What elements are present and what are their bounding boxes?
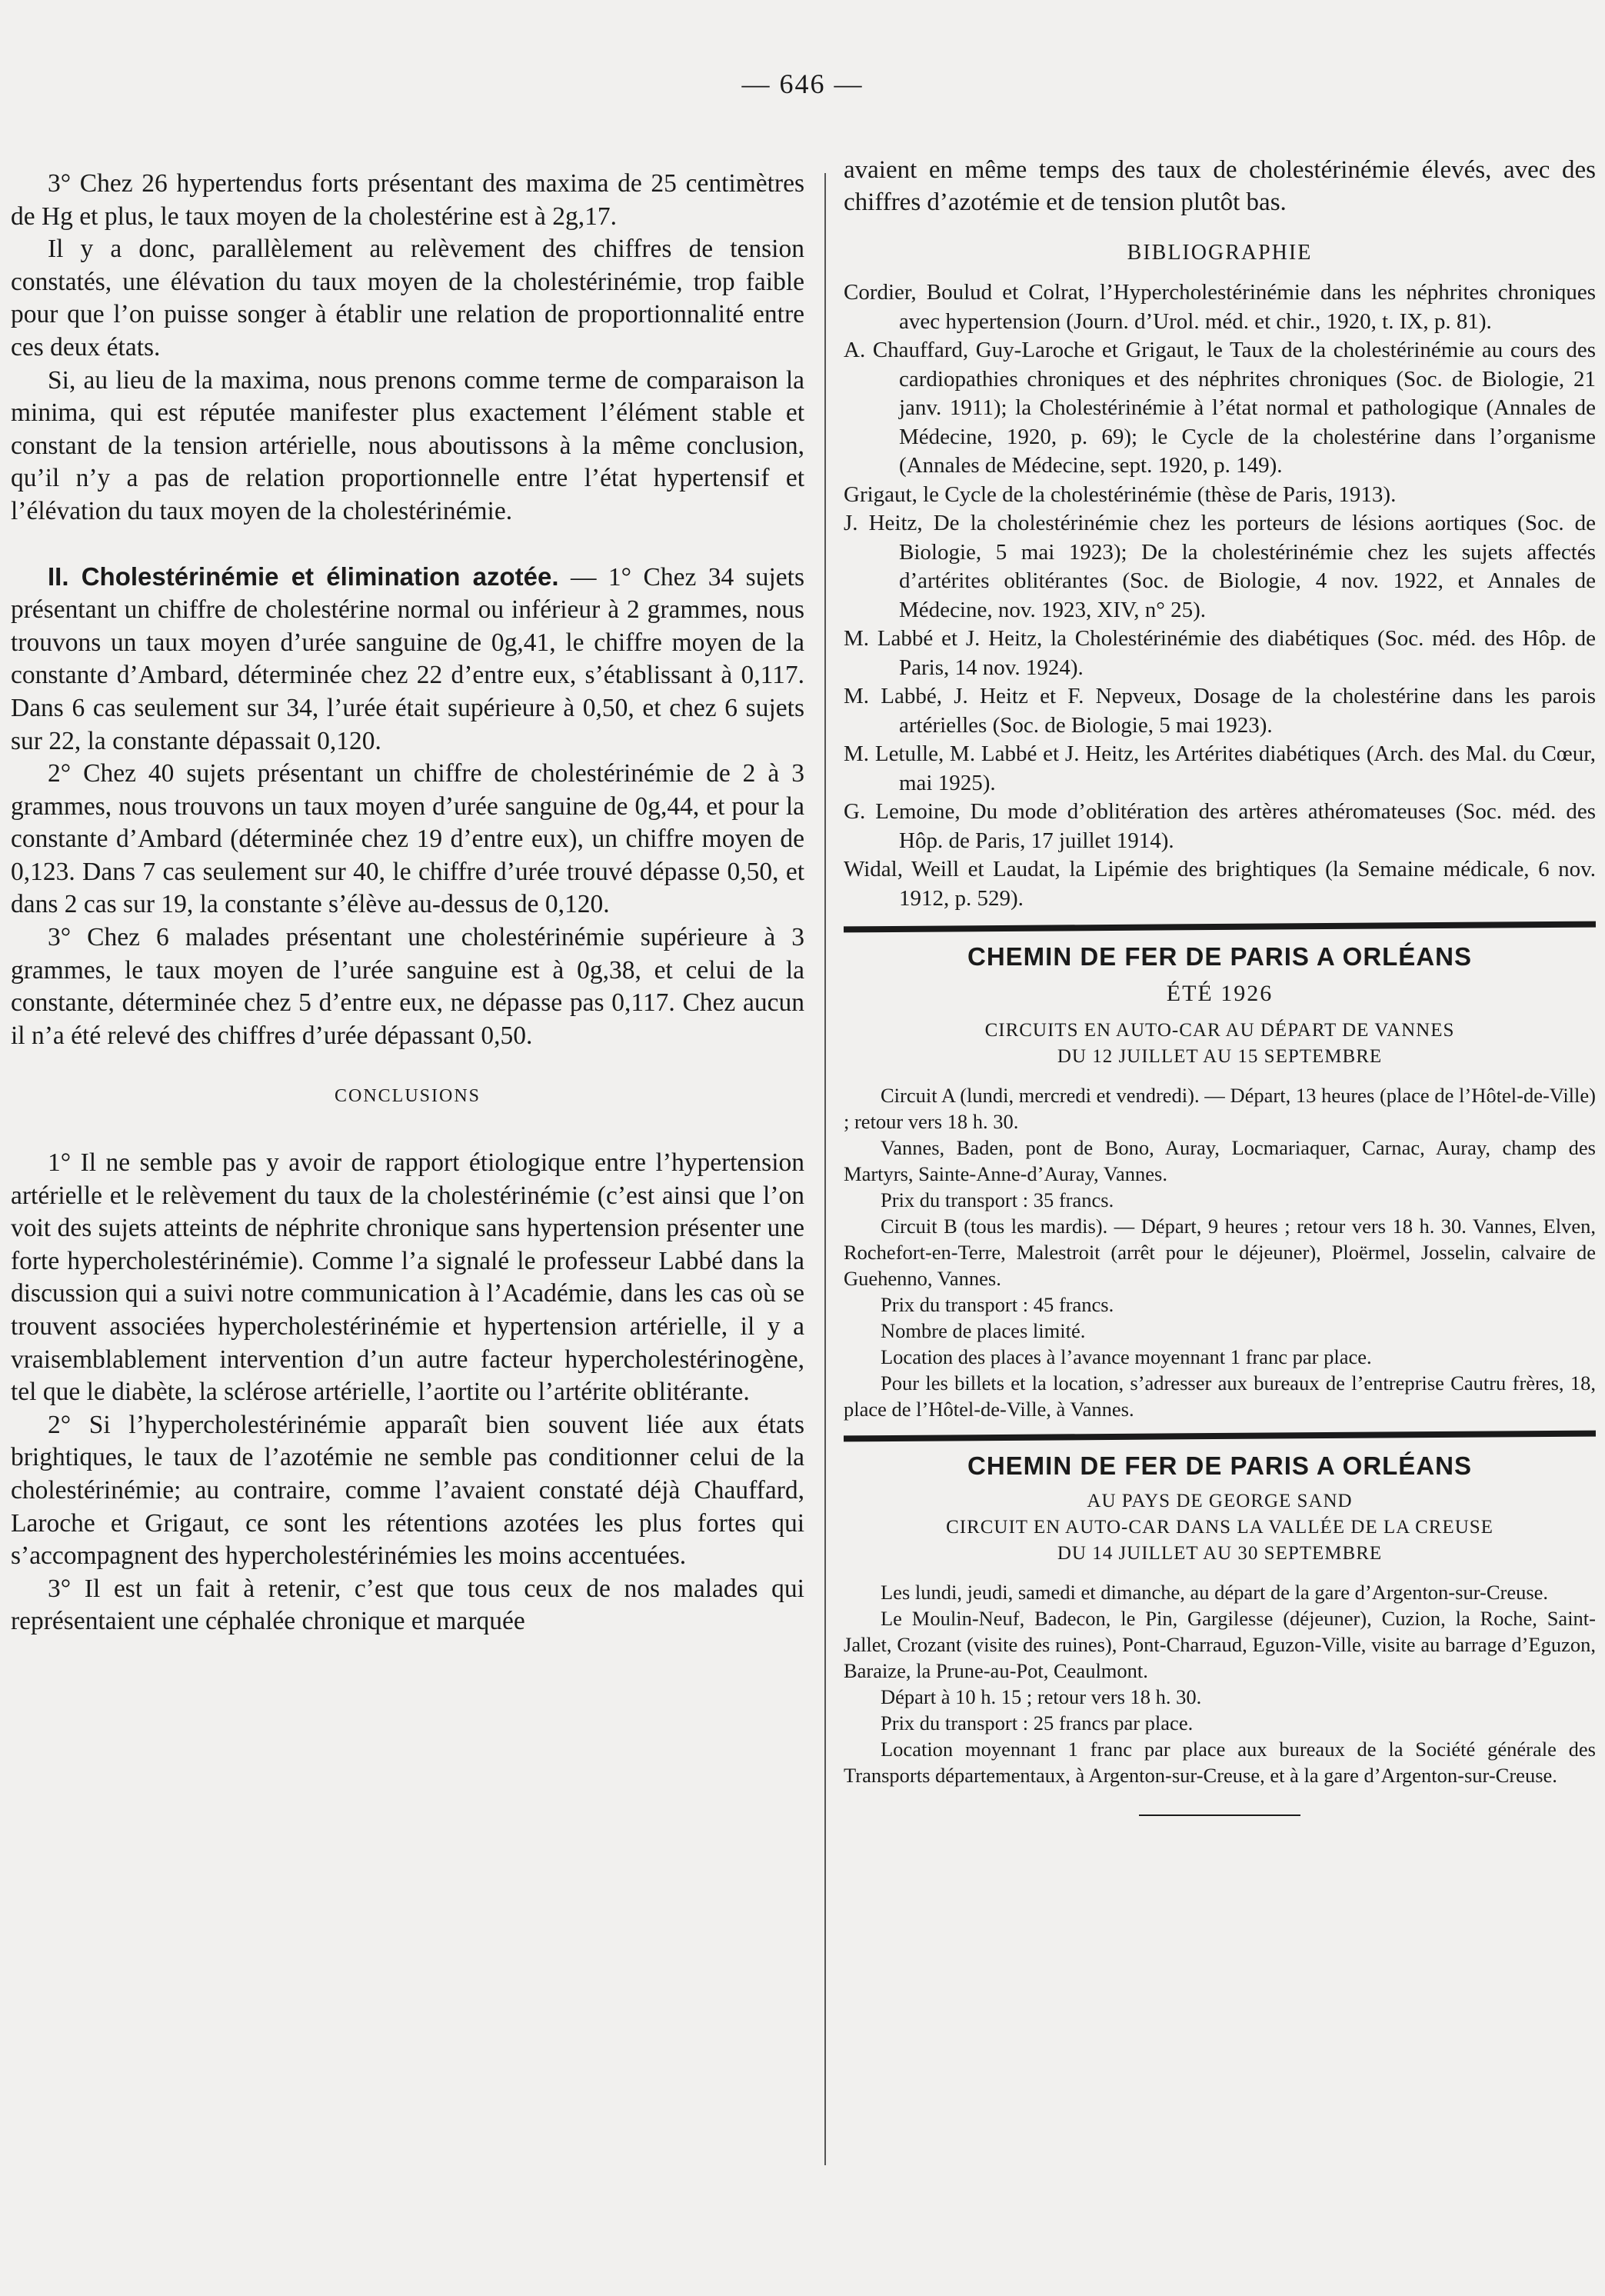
ad-line: Circuit A (lundi, mercredi et vendredi). — Départ, 13 heures (place de l’Hôtel-de-Ville) ; retour vers 18 h. 30. xyxy=(844,1084,1596,1133)
advertisement-subtitle: CIRCUIT EN AUTO-CAR DANS LA VALLÉE DE LA CREUSE xyxy=(946,1517,1493,1538)
advertisement-subtitle: AU PAYS DE GEORGE SAND xyxy=(1087,1491,1353,1511)
bibliography-entry: Widal, Weill et Laudat, la Lipémie des brightiques (la Semaine médicale, 6 nov. 1912, p. 529). xyxy=(844,857,1596,911)
ad-line: Prix du transport : 25 francs par place. xyxy=(881,1711,1194,1734)
bibliography-entry: M. Letulle, M. Labbé et J. Heitz, les Artérites diabétiques (Arch. des Mal. du Cœur, mai 1925). xyxy=(844,741,1596,795)
end-rule xyxy=(1139,1814,1300,1816)
paragraph: 1° Il ne semble pas y avoir de rapport étiologique entre l’hypertension artérielle et le relèvement du taux de la cholestérinémie (c’est ainsi que l’on voit des sujets atteints de néphrite chronique sans hypertension présenter une forte hypercholestérinémie). Comme l’a signalé le professeur Labbé dans la discussion qui a suivi notre communication à l’Académie, dans les cas où se trouvent associées hypercholestérinémie et hypertension artérielle, il y a vraisemblablement intervention d’un autre facteur hypercholestérinogène, tel que le diabète, la sclérose artérielle, l’aortite ou l’artérite oblitérante. xyxy=(11,1148,804,1407)
column-divider xyxy=(824,173,826,2165)
bibliography-entry: Cordier, Boulud et Colrat, l’Hypercholestérinémie dans les néphrites chroniques avec hypertension (Journ. d’Urol. méd. et chir., 1920, t. IX, p. 81). xyxy=(844,280,1596,334)
advertisement-vannes xyxy=(844,942,1596,1422)
right-column xyxy=(844,154,1596,1816)
advertisement-body xyxy=(844,1082,1596,1422)
ad-line: Location des places à l’avance moyennant 1 franc par place. xyxy=(881,1345,1372,1368)
paragraph: 2° Si l’hypercholestérinémie apparaît bien souvent liée aux états brightiques, le taux de l’azotémie ne semble pas conditionner celui de la cholestérinémie; au contraire, comme l’avaient constaté déjà Chauffard, Laroche et Grigaut, ce sont les rétentions azotées les plus fortes qui s’accompagnent des hypercholestérinémies les moins accentuées. xyxy=(11,1410,804,1571)
ad-line: Prix du transport : 35 francs. xyxy=(881,1188,1114,1211)
advertisement-title: CHEMIN DE FER DE PARIS A ORLÉANS xyxy=(967,942,1472,971)
paragraph: Si, au lieu de la maxima, nous prenons comme terme de comparaison la minima, qui est réputée manifester plus exactement l’élément stable et constant de la tension artérielle, nous aboutissons à la même conclusion, qu’il n’y a pas de relation proportionnelle entre l’état hypertensif et l’élévation du taux moyen de la cholestérinémie. xyxy=(11,365,804,525)
advertisement-dates: DU 14 JUILLET AU 30 SEPTEMBRE xyxy=(1057,1543,1383,1564)
ad-line: Les lundi, jeudi, samedi et dimanche, au départ de la gare d’Argenton-sur-Creuse. xyxy=(881,1581,1549,1604)
section-divider xyxy=(844,921,1596,933)
paragraph: 3° Il est un fait à retenir, c’est que tous ceux de nos malades qui représentaient une céphalée chronique et marquée xyxy=(11,1574,804,1636)
ad-line: Vannes, Baden, pont de Bono, Auray, Locmariaquer, Carnac, Auray, champ des Martyrs, Sainte-Anne-d’Auray, Vannes. xyxy=(844,1136,1596,1185)
page-number: — 646 — xyxy=(741,68,864,99)
advertisement-body xyxy=(844,1579,1596,1788)
advertisement-subtitle: CIRCUITS EN AUTO-CAR AU DÉPART DE VANNES xyxy=(984,1020,1455,1041)
paragraph: Il y a donc, parallèlement au relèvement des chiffres de tension constatés, une élévation du taux moyen de la cholestérinémie, trop faible pour que l’on puisse songer à établir une relation de proportionnalité entre ces deux états. xyxy=(11,235,804,362)
ad-line: Nombre de places limité. xyxy=(881,1319,1086,1342)
advertisement-dates: DU 12 JUILLET AU 15 SEPTEMBRE xyxy=(1057,1046,1383,1067)
ad-line: Prix du transport : 45 francs. xyxy=(881,1293,1114,1316)
bibliography-entry: A. Chauffard, Guy-Laroche et Grigaut, le Taux de la cholestérinémie au cours des cardiopathies chroniques et des néphrites chroniques (Soc. de Biologie, 21 janv. 1911); la Cholestérinémie à l’état normal et pathologique (Annales de Médecine, 1920, p. 69); le Cycle de la cholestérine dans l’organisme (Annales de Médecine, sept. 1920, p. 149). xyxy=(844,338,1596,478)
bibliography-entry: G. Lemoine, Du mode d’oblitération des artères athéromateuses (Soc. méd. des Hôp. de Paris, 17 juillet 1914). xyxy=(844,799,1596,853)
section-heading: II. Cholestérinémie et élimination azotée. xyxy=(48,562,559,591)
section-paragraph xyxy=(11,561,804,758)
paragraph: 2° Chez 40 sujets présentant un chiffre de cholestérinémie de 2 à 3 grammes, nous trouvons un taux moyen d’urée sanguine de 0g,44, et pour la constante d’Ambard (déterminée chez 19 d’entre eux), un chiffre moyen de 0,123. Dans 7 cas seulement sur 40, le chiffre d’urée trouvé dépasse 0,50, et dans 2 cas sur 19, la constante s’élève au-dessus de 0,120. xyxy=(11,759,804,919)
bibliography-entry: Grigaut, le Cycle de la cholestérinémie (thèse de Paris, 1913). xyxy=(844,482,1397,507)
ad-line: Location moyennant 1 franc par place aux bureaux de la Société générale des Transports départementaux, à Argenton-sur-Creuse, et à la gare d’Argenton-sur-Creuse. xyxy=(844,1738,1596,1787)
section-text: — 1° Chez 34 sujets présentant un chiffre de cholestérine normal ou inférieur à 2 grammes, nous trouvons un taux moyen d’urée sanguine de 0g,41, le chiffre moyen de la constante d’Ambard, déterminée chez 22 d’entre eux, s’établissant à 0,117. Dans 6 cas seulement sur 34, l’urée était supérieure à 0,50, et chez 6 sujets sur 22, la constante dépassait 0,120. xyxy=(11,562,804,755)
bibliography-entry: J. Heitz, De la cholestérinémie chez les porteurs de lésions aortiques (Soc. de Biologie, 5 mai 1923); De la cholestérinémie chez les sujets affectés d’artérites oblitérantes (Soc. de Biologie, 4 nov. 1922, et Annales de Médecine, nov. 1923, XIV, n° 25). xyxy=(844,511,1596,622)
bibliography-list xyxy=(844,278,1596,913)
ad-line: Départ à 10 h. 15 ; retour vers 18 h. 30. xyxy=(881,1685,1202,1708)
ad-line: Circuit B (tous les mardis). — Départ, 9 heures ; retour vers 18 h. 30. Vannes, Elven, Rochefort-en-Terre, Malestroit (arrêt pour le déjeuner), Ploërmel, Josselin, calvaire de Guehenno, Vannes. xyxy=(844,1215,1596,1290)
paragraph: 3° Chez 26 hypertendus forts présentant des maxima de 25 centimètres de Hg et plus, le taux moyen de la cholestérine est à 2g,17. xyxy=(11,169,804,231)
advertisement-creuse xyxy=(844,1451,1596,1816)
ad-line: Le Moulin-Neuf, Badecon, le Pin, Gargilesse (déjeuner), Cuzion, la Roche, Saint-Jallet, Crozant (visite des ruines), Pont-Charraud, Eguzon-Ville, visite au barrage d’Eguzon, Baraize, la Prune-au-Pot, Ceaulmont. xyxy=(844,1607,1596,1682)
bibliography-heading: BIBLIOGRAPHIE xyxy=(1127,241,1313,265)
ad-line: Pour les billets et la location, s’adresser aux bureaux de l’entreprise Cautru frères, 18, place de l’Hôtel-de-Ville, à Vannes. xyxy=(844,1371,1596,1421)
advertisement-season: ÉTÉ 1926 xyxy=(1166,981,1274,1006)
left-column xyxy=(11,168,804,1638)
paragraph: avaient en même temps des taux de cholestérinémie élevés, avec des chiffres d’azotémie et de tension plutôt bas. xyxy=(844,156,1596,216)
section-divider xyxy=(844,1431,1596,1442)
advertisement-title: CHEMIN DE FER DE PARIS A ORLÉANS xyxy=(967,1451,1472,1480)
paragraph: 3° Chez 6 malades présentant une cholestérinémie supérieure à 3 grammes, le taux moyen de l’urée sanguine est à 0g,38, et celui de la constante, déterminée chez 5 d’entre eux, ne dépasse pas 0,117. Chez aucun il n’a été relevé des chiffres d’urée dépassant 0,50. xyxy=(11,923,804,1050)
bibliography-entry: M. Labbé, J. Heitz et F. Nepveux, Dosage de la cholestérine dans les parois artérielles (Soc. de Biologie, 5 mai 1923). xyxy=(844,684,1596,738)
conclusions-heading: CONCLUSIONS xyxy=(334,1086,481,1107)
bibliography-entry: M. Labbé et J. Heitz, la Cholestérinémie des diabétiques (Soc. méd. des Hôp. de Paris, 14 nov. 1924). xyxy=(844,626,1596,680)
